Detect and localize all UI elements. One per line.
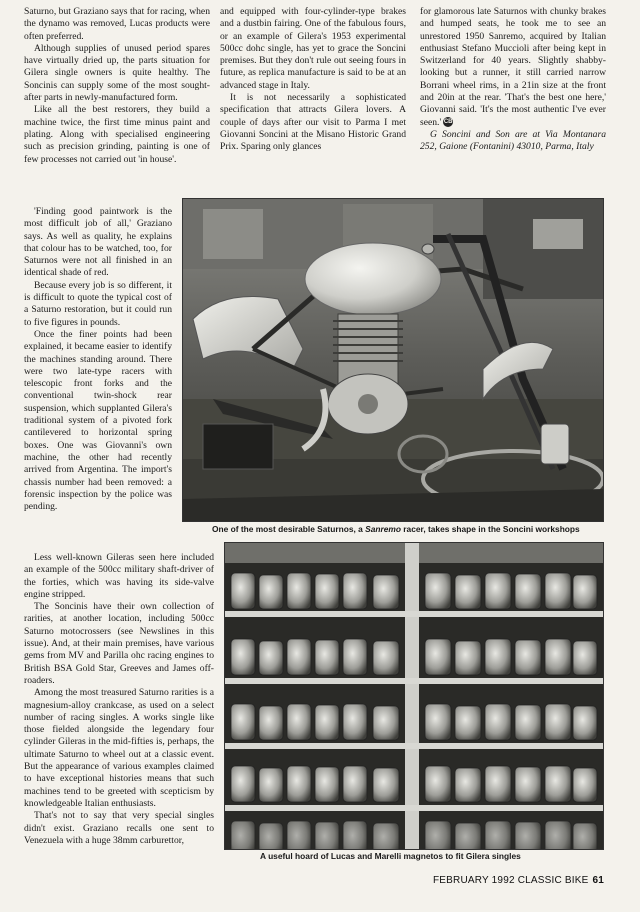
issue-line: FEBRUARY 1992 CLASSIC BIKE: [433, 875, 589, 886]
paragraph-text: for glamorous late Saturnos with chunky brakes and humped seats, he took me to see an unrestored 1950 Sanremo, acquired by Italian enthusiast Stefano Muccioli after being kept in Switzerland for 40 years. Slightly shabby-looking but a runner, it still carried narrow Borrani wheel rims, in a 21in size at the front and 20in at the rear. 'That's the best one here,' Giovanni said. 'It's the most authentic I've ever seen.': [420, 6, 606, 128]
paragraph: Saturno, but Graziano says that for racing, when the dynamo was removed, Lucas products were often preferred.: [24, 6, 210, 42]
end-mark-icon: CB: [443, 119, 453, 126]
column-1-bottom: [24, 552, 214, 847]
column-1-middle: [24, 206, 172, 513]
caption-italic: Sanremo: [365, 524, 401, 534]
workshop-motorcycle-photo: [182, 198, 604, 522]
magnetos-shelves-photo: [224, 542, 604, 850]
paragraph: That's not to say that very special singles didn't exist. Graziano recalls one sent to Venezuela with a huge 38mm carburettor,: [24, 810, 214, 846]
paragraph: Among the most treasured Saturno rarities is a magnesium-alloy crankcase, as used on a select number of racing singles. A works single like those fielded alongside the legendary four cylinder Gileras in the mid-fifties is, perhaps, the ultimate Saturno to wheel out at a classic event. But the appearance of various examples claimed to have exceptional histories means that such machines tend to be greeted with scepticism by knowledgeable Italian enthusiasts.: [24, 687, 214, 809]
paragraph: Once the finer points had been explained, it became easier to identify the machines standing around. There were two late-type racers with telescopic front forks and the conventional twin-shock rear suspension, which supplanted Gilera's traditional system of a pivoted fork cantilevered to horizontal spring boxes. One was Giovanni's own machine, the other had recently arrived from Argentina. The import's chassis number had been removed: a forensic inspection by the police was pending.: [24, 328, 172, 513]
photo-1-caption: [212, 524, 580, 534]
paragraph: and equipped with four-cylinder-type brakes and a dustbin fairing. One of the fabulous fours, or an example of Gilera's 1953 experimental 500cc dohc single, has yet to grace the Soncini premises. But they don't rule out seeing fours in future, as replica manufacture is said to be at an advanced stage in Italy.: [220, 6, 406, 91]
paragraph: It is not necessarily a sophisticated specification that attracts Gilera lovers. A couple of days after our visit to Parma I met Giovanni Soncini at the Misano Historic Grand Prix. Sparing only glances: [220, 92, 406, 153]
paragraph: 'Finding good paintwork is the most difficult job of all,' Graziano says. As well as quality, he explains that colour has to be watched, too, for Saturnos were not all finished in an identical shade of red.: [24, 206, 172, 279]
column-2-top: [220, 6, 406, 154]
paragraph: The Soncinis have their own collection of rarities, at another location, including 500cc Saturno motocrossers (see Newslines in this issue). And, at their main premises, have various gems from MV and Parilla ohc racing engines to British BSA Gold Star, Greeves and James off-roaders.: [24, 601, 214, 686]
caption-text: One of the most desirable Saturnos, a: [212, 524, 366, 534]
photo-2-caption: A useful hoard of Lucas and Marelli magnetos to fit Gilera singles: [260, 851, 521, 861]
paragraph: [420, 6, 606, 129]
address: G Soncini and Son are at Via Montanara 252, Gaione (Fontanini) 43010, Parma, Italy: [420, 128, 606, 153]
caption-text: racer, takes shape in the Soncini workshops: [400, 524, 580, 534]
column-1-top: [24, 6, 210, 166]
paragraph: Like all the best restorers, they build a machine twice, the first time minus paint and plating. Along with specialised engineering such as precision grinding, painting is one of few processes not carried out 'in house'.: [24, 104, 210, 165]
column-3-top: [420, 6, 606, 154]
paragraph: Less well-known Gileras seen here included an example of the 500cc military shaft-driver of the forties, which was having its side-valve engine stripped.: [24, 552, 214, 600]
page-footer: [433, 875, 604, 886]
paragraph: Because every job is so different, it is difficult to quote the typical cost of a Saturno restoration, but it could run to five figures in pounds.: [24, 279, 172, 328]
page-number: 61: [592, 875, 604, 886]
paragraph: Although supplies of unused period spares have virtually dried up, the parts situation for Gilera single owners is quite healthy. The Soncinis can supply some of the most sought-after parts in newly-manufactured form.: [24, 42, 210, 104]
